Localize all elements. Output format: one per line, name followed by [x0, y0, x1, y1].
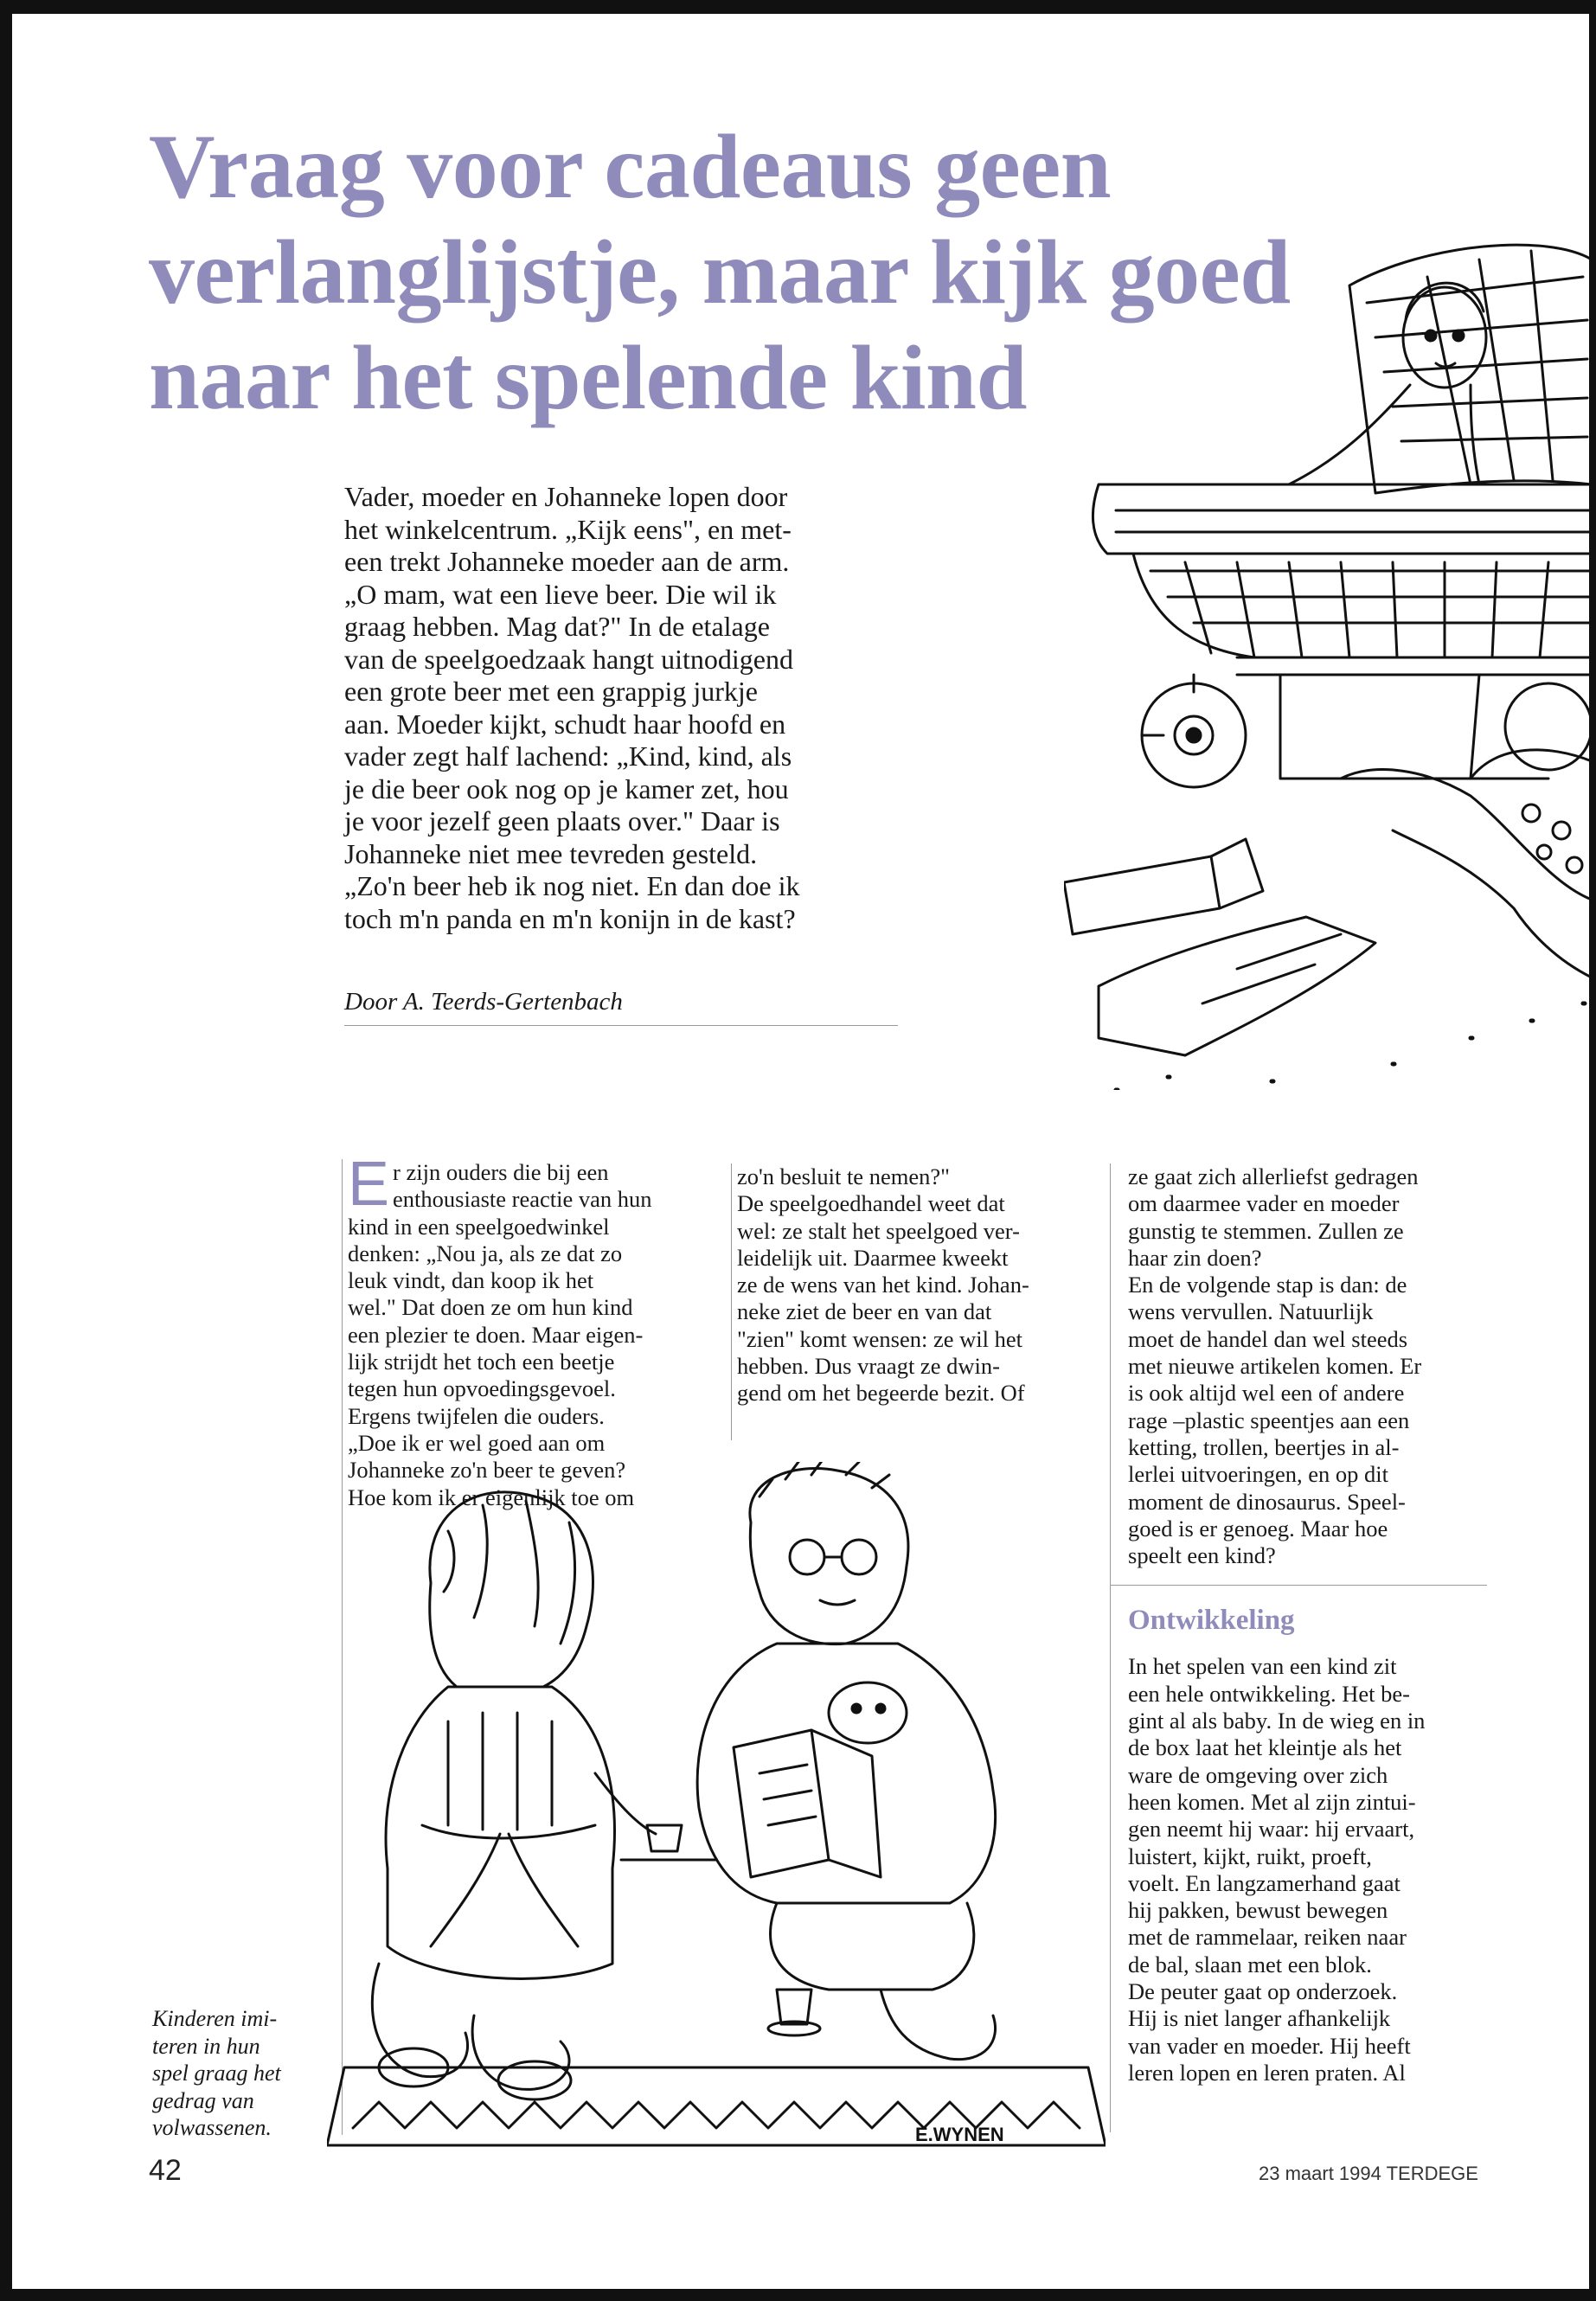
intro-line: Johanneke niet mee tevreden gesteld. — [344, 837, 758, 869]
col2-line: neke ziet de beer en van dat — [737, 1298, 992, 1325]
col3-line: de box laat het kleintje als het — [1128, 1734, 1402, 1761]
col3-line: gint al als baby. In de wieg en in — [1128, 1708, 1426, 1734]
col1-line: „Doe ik er wel goed aan om — [348, 1429, 606, 1456]
col3-line: moment de dinosaurus. Speel- — [1128, 1488, 1406, 1515]
col1-line: Ergens twijfelen die ouders. — [348, 1402, 605, 1429]
col3-line: haar zin doen? — [1128, 1244, 1262, 1271]
col2-line: ze de wens van het kind. Johan- — [737, 1272, 1029, 1298]
col3-line: is ook altijd wel een of andere — [1128, 1380, 1405, 1407]
col1-line: enthousiaste reactie van hun — [393, 1186, 652, 1213]
subheading: Ontwikkeling — [1128, 1605, 1295, 1637]
col3-line: gen neemt hij waar: hij ervaart, — [1128, 1816, 1415, 1843]
col2-line: gend om het begeerde bezit. Of — [737, 1380, 1025, 1407]
col1-line: een plezier te doen. Maar eigen- — [348, 1321, 644, 1348]
col1-line: tegen hun opvoedingsgevoel. — [348, 1375, 616, 1402]
text-column-3 — [1110, 1163, 1487, 2132]
col3-line: voelt. En langzamerhand gaat — [1128, 1869, 1401, 1896]
drop-cap: E — [348, 1150, 390, 1219]
col3-line: met de rammelaar, reiken naar — [1128, 1924, 1407, 1951]
caption-line: volwassenen. — [152, 2115, 272, 2140]
intro-line: vader zegt half lachend: „Kind, kind, als — [344, 740, 792, 772]
intro-line: van de speelgoedzaak hangt uitnodigend — [344, 643, 793, 675]
col3-line: een hele ontwikkeling. Het be- — [1128, 1680, 1410, 1707]
intro-line: je voor jezelf geen plaats over." Daar is — [344, 805, 780, 836]
intro-paragraph — [344, 481, 915, 935]
section-divider — [1111, 1585, 1487, 1586]
intro-line: je die beer ook nog op je kamer zet, hou — [344, 772, 789, 804]
col3-line: speelt een kind? — [1128, 1542, 1276, 1569]
children-playing-illustration — [327, 1462, 1106, 2154]
col3-line: de bal, slaan met een blok. — [1128, 1951, 1372, 1977]
col3-line: moet de handel dan wel steeds — [1128, 1325, 1408, 1352]
col3-line: heen komen. Met al zijn zintui- — [1128, 1788, 1416, 1815]
col1-line: wel." Dat doen ze om hun kind — [348, 1294, 633, 1321]
headline-line: naar het spelende kind — [149, 327, 1027, 428]
col3-line: gunstig te stemmen. Zullen ze — [1128, 1217, 1404, 1244]
col3-line: hij pakken, bewust bewegen — [1128, 1897, 1388, 1924]
col3-line: In het spelen van een kind zit — [1128, 1653, 1397, 1680]
col3-line: ware de omgeving over zich — [1128, 1761, 1388, 1788]
caption-line: teren in hun — [152, 2033, 260, 2059]
intro-line: toch m'n panda en m'n konijn in de kast? — [344, 902, 796, 934]
intro-line: een trekt Johanneke moeder aan de arm. — [344, 546, 790, 577]
col3-line: En de volgende stap is dan: de — [1128, 1272, 1407, 1298]
col2-line: "zien" komt wensen: ze wil het — [737, 1325, 1022, 1352]
byline: Door A. Teerds-Gertenbach — [344, 988, 898, 1026]
caption-line: spel graag het — [152, 2061, 281, 2086]
col2-line: leidelijk uit. Daarmee kweekt — [737, 1244, 1009, 1271]
col1-line: denken: „Nou ja, als ze dat zo — [348, 1240, 623, 1266]
col3-line: De peuter gaat op onderzoek. — [1128, 1978, 1398, 2005]
intro-line: „Zo'n beer heb ik nog niet. En dan doe ik — [344, 870, 800, 901]
col2-line: hebben. Dus vraagt ze dwin- — [737, 1353, 1000, 1380]
text-column-2 — [731, 1163, 1109, 1440]
col2-line: De speelgoedhandel weet dat — [737, 1190, 1005, 1217]
col1-line: Johanneke zo'n beer te geven? — [348, 1457, 626, 1484]
intro-line: het winkelcentrum. „Kijk eens", en met- — [344, 513, 792, 545]
intro-line: een grote beer met een grappig jurkje — [344, 676, 758, 707]
intro-line: „O mam, wat een lieve beer. Die wil ik — [344, 578, 777, 610]
col3-line: ketting, trollen, beertjes in al- — [1128, 1433, 1400, 1460]
col2-line: wel: ze stalt het speelgoed ver- — [737, 1217, 1020, 1244]
page-number: 42 — [149, 2154, 182, 2187]
caption-line: Kinderen imi- — [152, 2006, 278, 2031]
col1-first-line: r zijn ouders die bij een — [393, 1159, 609, 1185]
illustration-signature: E.WYNEN — [915, 2124, 1004, 2145]
col3-line: luistert, kijkt, ruikt, proeft, — [1128, 1843, 1372, 1869]
col3-line: wens vervullen. Natuurlijk — [1128, 1298, 1374, 1325]
caption-line: gedrag van — [152, 2087, 254, 2113]
intro-line: Vader, moeder en Johanneke lopen door — [344, 481, 788, 512]
col3-line: ze gaat zich allerliefst gedragen — [1128, 1163, 1419, 1189]
col3-line: van vader en moeder. Hij heeft — [1128, 2032, 1411, 2059]
intro-line: graag hebben. Mag dat?" In de etalage — [344, 611, 770, 642]
col1-line: leuk vindt, dan koop ik het — [348, 1267, 594, 1294]
image-caption — [152, 2005, 325, 2142]
col1-line: kind in een speelgoedwinkel — [348, 1213, 610, 1240]
headline-line: Vraag voor cadeaus geen — [149, 116, 1112, 217]
col3-line: lerlei uitvoeringen, en op dit — [1128, 1461, 1388, 1488]
col3-line: om daarmee vader en moeder — [1128, 1190, 1400, 1217]
intro-line: aan. Moeder kijkt, schudt haar hoofd en — [344, 708, 786, 740]
pram-illustration — [1064, 225, 1592, 1090]
col1-line: lijk strijdt het toch een beetje — [348, 1349, 615, 1375]
headline-line: verlanglijstje, maar kijk goed — [149, 221, 1291, 323]
col2-line: zo'n besluit te nemen?" — [737, 1163, 950, 1189]
publication-footer: 23 maart 1994 TERDEGE — [1259, 2163, 1478, 2184]
col3-line: goed is er genoeg. Maar hoe — [1128, 1515, 1388, 1541]
col1-line: Hoe kom ik er eigenlijk toe om — [348, 1484, 635, 1510]
col3-line: leren lopen en leren praten. Al — [1128, 2059, 1406, 2086]
col3-line: rage –plastic speentjes aan een — [1128, 1407, 1410, 1433]
col3-line: Hij is niet langer afhankelijk — [1128, 2005, 1391, 2032]
col3-line: met nieuwe artikelen komen. Er — [1128, 1353, 1422, 1380]
